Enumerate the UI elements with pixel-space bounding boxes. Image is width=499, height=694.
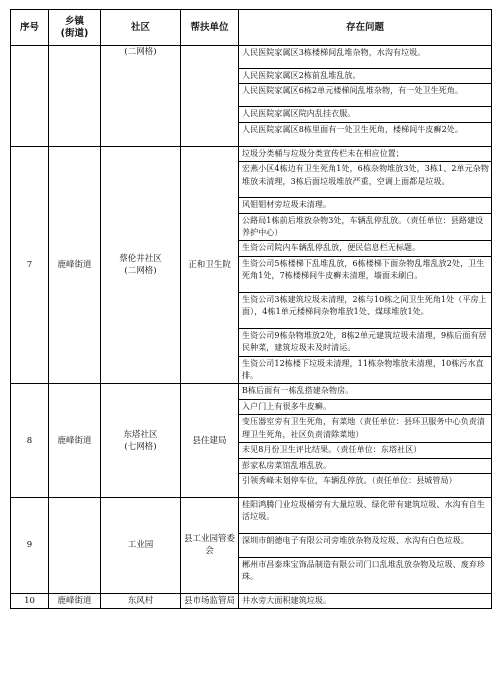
header-no: 序号 [11, 10, 49, 46]
issue-cell: 人民医院家属区3栋楼梯间乱堆杂物，水沟有垃圾。 [239, 46, 492, 69]
table-body [11, 46, 492, 609]
row-unit-text: 县工业园管委会 [183, 534, 235, 557]
row-community-text: 蔡伦井社区 [119, 254, 162, 265]
issue-table-page [10, 9, 491, 609]
issue-cell: 生资公司3栋建筑垃圾未清理，2栋与10栋之间卫生死角1处（平房上面），4栋1单元楼梯间杂物堆放1处、煤球堆放1处。 [239, 292, 492, 328]
row-town-text: 鹿峰街道 [57, 260, 92, 271]
issue-cell: B栋后面有一栋乱搭建杂物房。 [239, 384, 492, 399]
issue-cell: 变压器室旁有卫生死角，有菜地（责任单位：县环卫服务中心负责清理卫生死角，社区负责清除菜地） [239, 415, 492, 443]
row-no-text: 8 [26, 435, 33, 446]
row-community-text: 东风村 [127, 596, 154, 607]
row-no-text: 10 [24, 596, 35, 607]
issue-cell: 生资公司院内车辆乱停乱放，便民信息栏无标题。 [239, 241, 492, 256]
table-row [11, 593, 492, 608]
row-community [101, 497, 181, 593]
table-row [11, 46, 492, 69]
issue-cell: 生资公司5栋楼梯下乱堆乱放，6栋楼梯下面杂物乱堆乱放2处，卫生死角1处，7栋楼梯间牛皮癣未清理，墙面未刷白。 [239, 256, 492, 292]
row-unit [181, 384, 239, 497]
issue-cell: 未见8月份卫生评比结果。（责任单位：东塔社区） [239, 443, 492, 458]
row-community [101, 146, 181, 384]
row-community [101, 593, 181, 608]
row-community-grid: (七网格) [124, 441, 157, 452]
issue-cell: 宏燕小区4栋边有卫生死角1处，6栋杂物堆放3处，3栋1、2单元杂物堆放未清理，3栋后面垃圾堆放严重，空调上面都是垃圾。 [239, 162, 492, 198]
header-row [11, 10, 492, 46]
row-unit-text: 县市场监管局 [183, 596, 235, 607]
row-no [11, 384, 49, 497]
row-town-text: 鹿峰街道 [57, 435, 92, 446]
issue-cell: 入户门上有很多牛皮癣。 [239, 399, 492, 414]
issue-cell: 风钼钼材旁垃圾未清理。 [239, 198, 492, 213]
issue-cell: 人民医院家属区2栋前乱堆乱放。 [239, 69, 492, 84]
row-community [101, 46, 181, 147]
issue-cell: 郴州市昌泰珠宝饰品制造有限公司门口乱堆乱放杂物及垃圾、废弃珍珠。 [239, 557, 492, 593]
issue-cell: 井水旁大面积建筑垃圾。 [239, 593, 492, 608]
table-row [11, 384, 492, 399]
header-town-line2: (街道) [60, 27, 89, 39]
issue-cell: 垃圾分类桶与垃圾分类宣传栏未在相应位置； [239, 146, 492, 161]
row-town [49, 593, 101, 608]
issue-cell: 彭家私房菜馆乱堆乱放。 [239, 458, 492, 473]
header-town [49, 10, 101, 46]
row-community-grid: (二网格) [124, 266, 157, 277]
table-row [11, 497, 492, 533]
issue-table [10, 9, 492, 609]
row-community [101, 384, 181, 497]
row-unit [181, 593, 239, 608]
row-no [11, 46, 49, 147]
table-row [11, 146, 492, 161]
row-town-text: 鹿峰街道 [57, 596, 92, 607]
row-unit-text: 正和卫生院 [188, 260, 231, 271]
row-community-text: 工业园 [127, 540, 154, 551]
issue-cell: 公路局1栋前后堆放杂物3处，车辆乱停乱放。（责任单位：县路建设养护中心） [239, 213, 492, 241]
row-unit-text: 县住建局 [192, 435, 227, 446]
row-community-text: 东塔社区 [123, 429, 158, 440]
row-no [11, 146, 49, 384]
header-town-line1: 乡镇 [64, 16, 84, 27]
row-no-text: 9 [26, 540, 33, 551]
row-town [49, 46, 101, 147]
header-unit: 帮扶单位 [181, 10, 239, 46]
row-community-text: (二网格) [124, 47, 157, 57]
row-town [49, 384, 101, 497]
row-unit [181, 46, 239, 147]
issue-cell: 桂阳鸿腾门业垃圾桶旁有大量垃圾、绿化带有建筑垃圾、水沟有自生活垃圾。 [239, 497, 492, 533]
row-town [49, 497, 101, 593]
issue-cell: 人民医院家属区6栋2单元楼梯间乱堆杂物，有一处卫生死角。 [239, 84, 492, 107]
issue-cell: 深圳市朗德电子有限公司旁堆放杂物及垃圾、水沟有白色垃圾。 [239, 533, 492, 557]
row-no [11, 497, 49, 593]
issue-cell: 引领秀峰未划停车位，车辆乱停放。（责任单位：县城管局） [239, 473, 492, 497]
row-town [49, 146, 101, 384]
row-no [11, 593, 49, 608]
row-unit [181, 146, 239, 384]
row-unit [181, 497, 239, 593]
issue-cell: 生资公司9栋杂物堆放2处，8栋2单元建筑垃圾未清理，9栋后面有居民种菜，建筑垃圾未及时清运。 [239, 328, 492, 356]
row-no-text: 7 [26, 260, 33, 271]
issue-cell: 生资公司12栋楼下垃圾未清理，11栋杂物堆放未清理，10栋污水直排。 [239, 356, 492, 384]
header-issues: 存在问题 [239, 10, 492, 46]
issue-cell: 人民医院家属区院内乱挂衣服。 [239, 107, 492, 122]
issue-cell: 人民医院家属区8栋里面有一处卫生死角，楼梯间牛皮癣2处。 [239, 122, 492, 146]
header-community: 社区 [101, 10, 181, 46]
